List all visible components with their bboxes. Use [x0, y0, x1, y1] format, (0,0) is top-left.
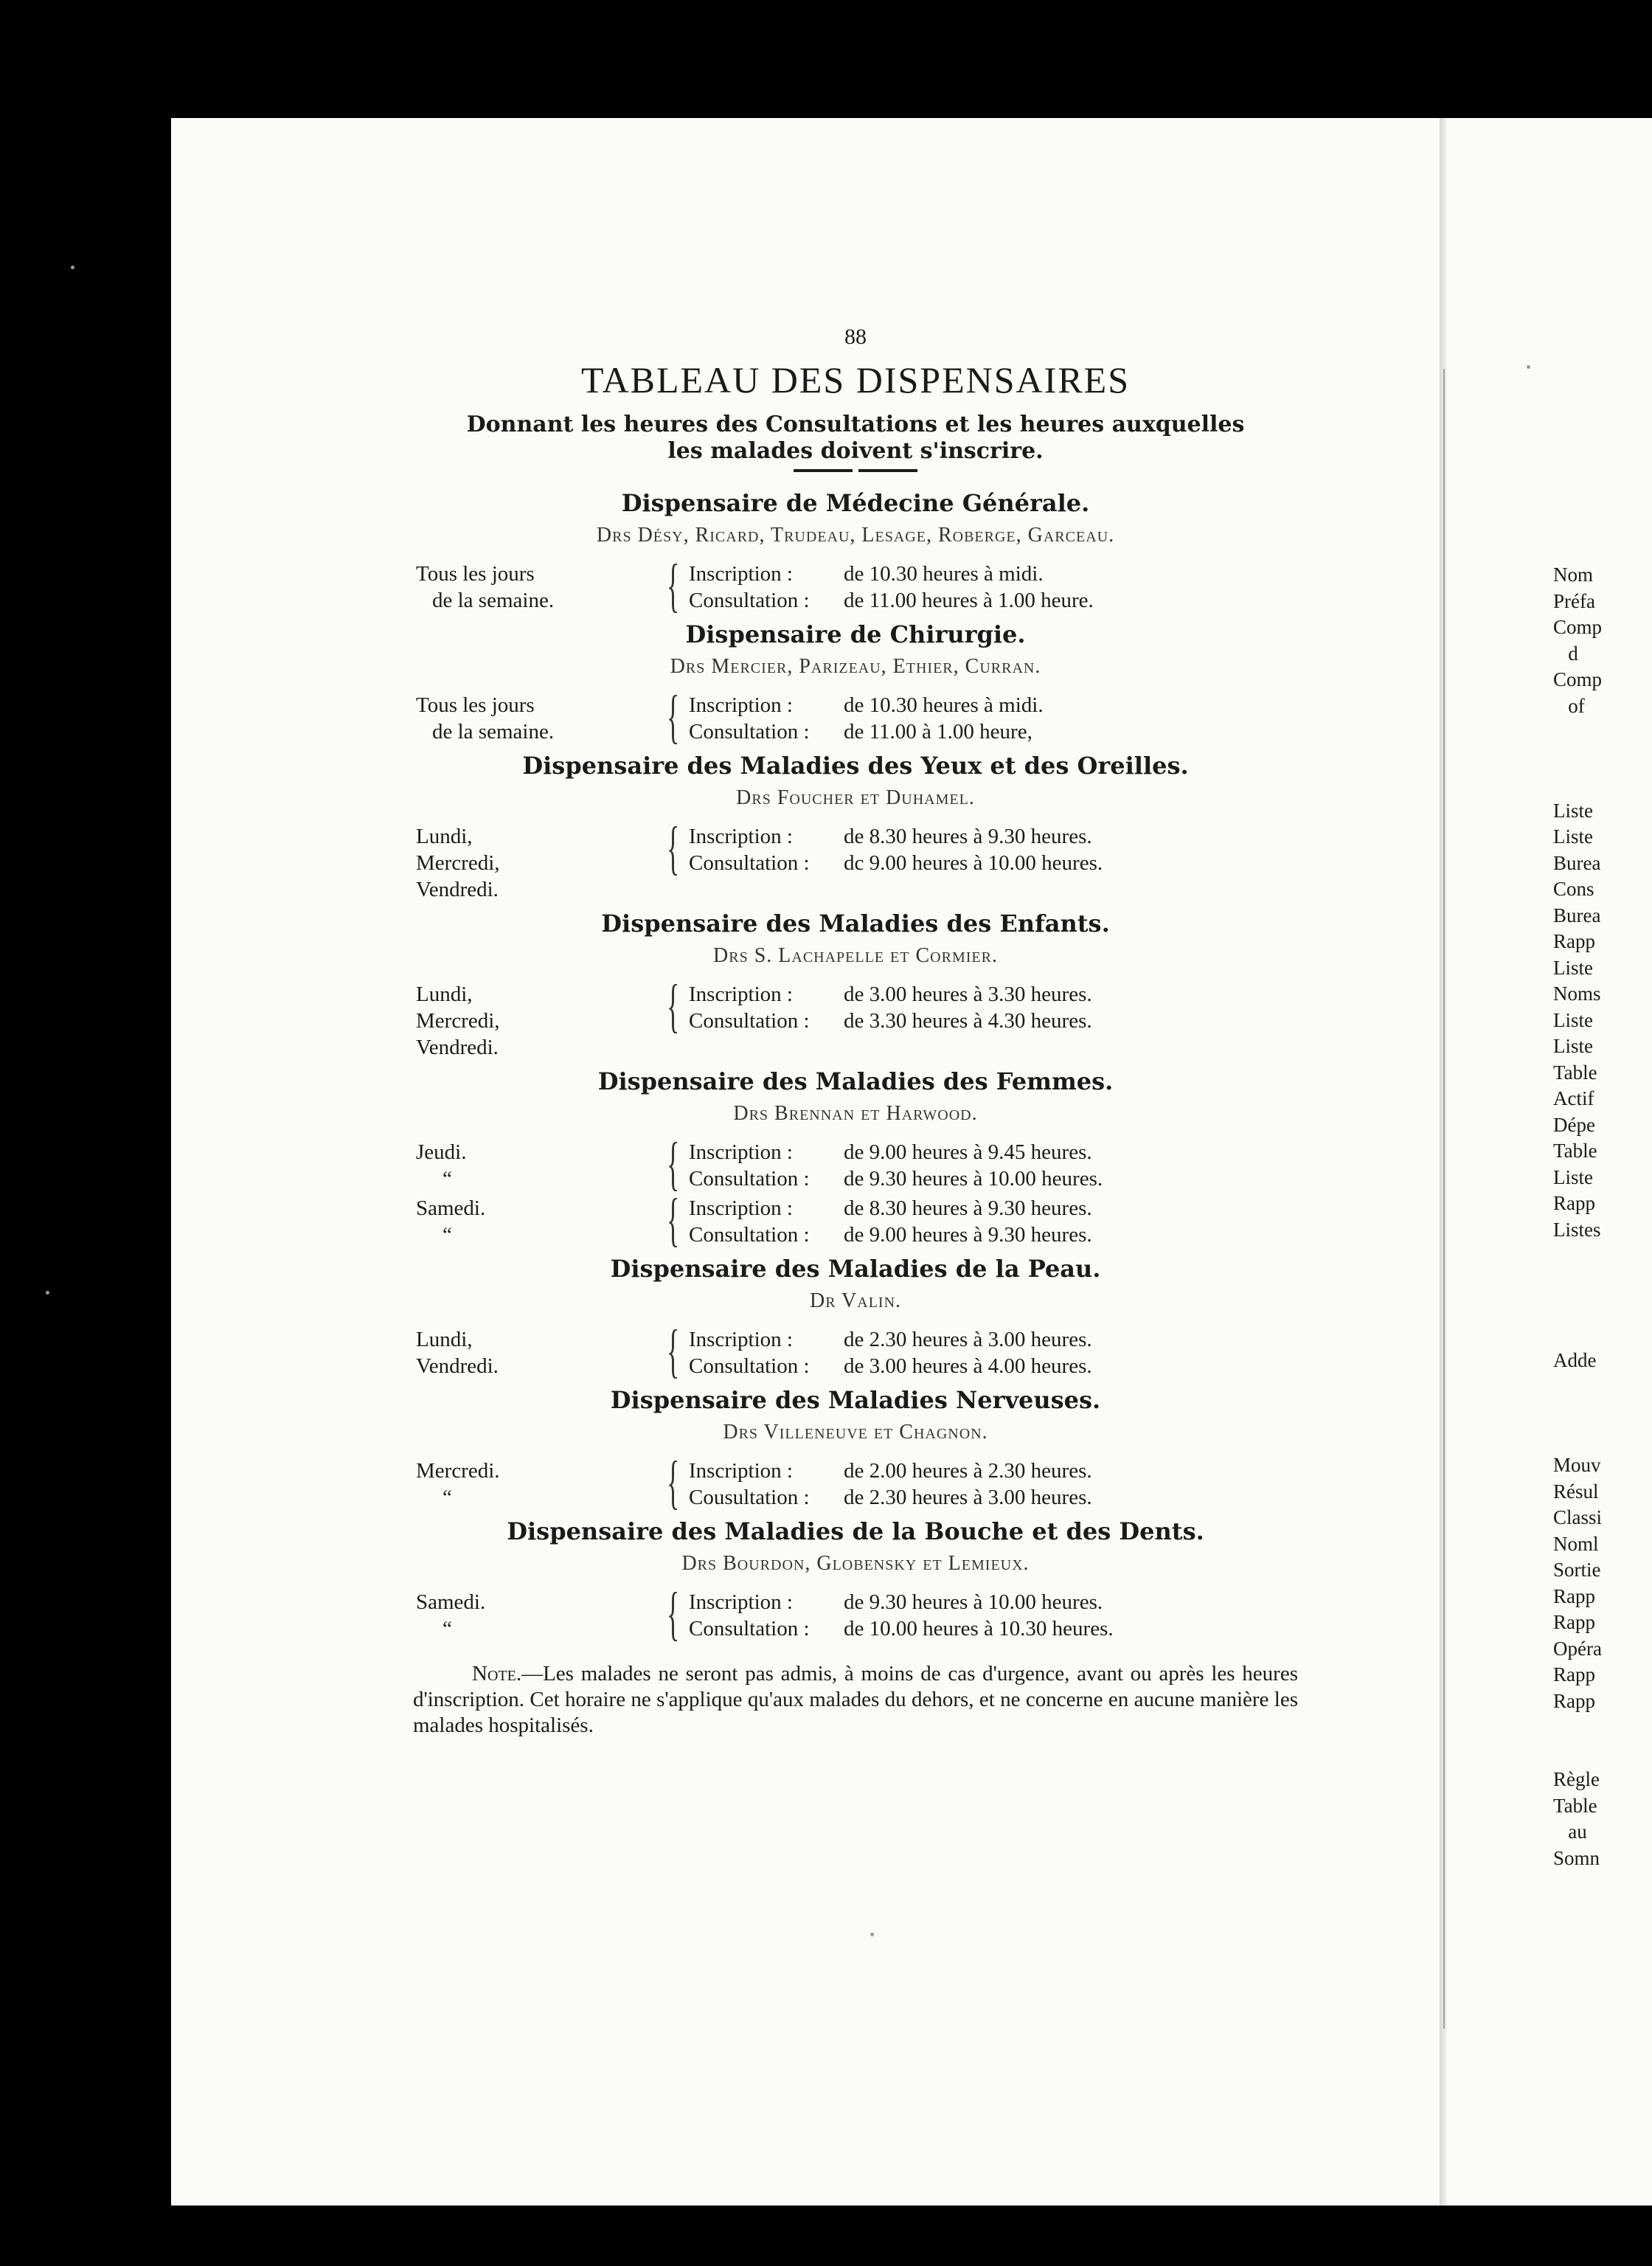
toc-fragment: Règle [1553, 1768, 1600, 1790]
right-page [1447, 118, 1652, 2206]
dispensary-doctors: Dr Valin. [809, 1289, 902, 1312]
schedule-times [689, 823, 1103, 876]
toc-fragment [1553, 1269, 1602, 1296]
schedule-entry [413, 1132, 1298, 1196]
toc-fragment: Préfa [1553, 589, 1595, 612]
schedule-entry [413, 974, 1298, 1061]
schedule-days [413, 1458, 667, 1511]
toc-fragment [1553, 719, 1602, 746]
toc-fragment: Noms [1553, 983, 1601, 1005]
toc-fragment: Rapp [1553, 1663, 1595, 1685]
time-label: Inscription : [689, 825, 793, 848]
title-rule [413, 469, 1298, 472]
toc-fragment [1553, 1374, 1602, 1401]
toc-fragment: of [1553, 694, 1585, 717]
brace-glyph: { [667, 553, 680, 618]
time-row [689, 1458, 1092, 1484]
schedule-day: Samedi. [416, 1196, 486, 1220]
toc-fragment: Table [1553, 1061, 1597, 1084]
toc-fragment: Rapp [1553, 1611, 1595, 1633]
time-label: Consultation : [689, 1617, 810, 1640]
time-label: Consultation : [689, 1167, 810, 1191]
brace-glyph: { [667, 1319, 680, 1384]
schedule-entry [413, 816, 1298, 903]
time-value: de 9.30 heures à 10.00 heures. [844, 1590, 1103, 1614]
toc-fragment: Rapp [1553, 930, 1595, 952]
time-value: de 2.30 heures à 3.00 heures. [844, 1486, 1092, 1509]
time-label: Consultation : [689, 589, 810, 612]
schedule-entry [413, 1581, 1298, 1646]
time-value: de 3.30 heures à 4.30 heures. [844, 1009, 1092, 1033]
footnote-text: —Les malades ne seront pas admis, à moins de cas d'urgence, avant ou après les heures d'inscription. Cet horaire ne s'applique qu'aux malades du dehors, et ne concerne en aucune manière les malades hospitalisés. [413, 1662, 1298, 1737]
dispensary-block [413, 909, 1298, 1061]
toc-fragment [1553, 1243, 1602, 1269]
dispensary-block [413, 488, 1298, 618]
toc-fragment [1553, 1741, 1602, 1767]
toc-fragment [1553, 746, 1602, 772]
time-value: de 10.30 heures à midi. [844, 693, 1044, 717]
toc-fragment: Mouv [1553, 1454, 1601, 1476]
toc-fragment: Liste [1553, 1008, 1593, 1031]
page-title: TABLEAU DES DISPENSAIRES [580, 359, 1131, 401]
toc-fragment: Liste [1553, 1165, 1593, 1188]
toc-fragment: Listes [1553, 1218, 1601, 1241]
time-label: Cousultation : [689, 1486, 810, 1509]
schedule-entry [413, 685, 1298, 749]
schedule-times [689, 1458, 1092, 1511]
toc-fragment [1553, 1322, 1602, 1348]
schedule-times [689, 561, 1094, 614]
toc-fragment: Dépe [1553, 1113, 1595, 1136]
schedule-entry [413, 1188, 1298, 1252]
brace-glyph: { [667, 1188, 680, 1252]
toc-fragment: Liste [1553, 825, 1593, 848]
time-label: Consultation : [689, 851, 810, 875]
time-label: Consultation : [689, 1009, 810, 1033]
subtitle-line-2: les malades doivent s'inscrire. [667, 438, 1044, 464]
schedule-day: Tous les jours [416, 562, 535, 586]
time-row [689, 718, 1044, 745]
schedule-days [413, 1589, 667, 1642]
time-row [689, 1615, 1114, 1642]
dispensary-name: Dispensaire des Maladies des Enfants. [601, 909, 1110, 938]
time-row [689, 1195, 1092, 1222]
toc-fragment: Classi [1553, 1506, 1603, 1528]
time-row [689, 1008, 1092, 1034]
right-page-toc-fragments [1553, 562, 1602, 1871]
time-row [689, 1484, 1092, 1511]
dispensary-block [413, 1254, 1298, 1384]
footnote-label: Note. [472, 1662, 522, 1685]
dispensary-list [413, 488, 1298, 1646]
toc-fragment: Liste [1553, 799, 1593, 822]
toc-fragment: Comp [1553, 668, 1603, 690]
toc-fragment [1553, 1295, 1602, 1322]
dispensary-block [413, 1385, 1298, 1515]
time-row [689, 561, 1094, 587]
dispensary-doctors: Drs Villeneuve et Chagnon. [723, 1421, 988, 1444]
time-value: de 8.30 heures à 9.30 heures. [844, 825, 1092, 848]
schedule-day: Mercredi, [416, 1009, 500, 1033]
subtitle-line-1: Donnant les heures des Consultations et les heures auxquelles [466, 412, 1245, 437]
dispensary-name: Dispensaire des Maladies de la Peau. [610, 1255, 1101, 1283]
toc-fragment: Burea [1553, 904, 1601, 926]
dispensary-doctors: Drs Foucher et Duhamel. [736, 786, 975, 809]
schedule-day: Jeudi. [416, 1140, 467, 1164]
schedule-day: Mercredi. [416, 1459, 500, 1483]
schedule-day: Lundi, [416, 825, 473, 848]
footnote [413, 1661, 1298, 1739]
dispensary-table-page [413, 325, 1298, 1739]
time-row [689, 1222, 1092, 1248]
schedule-days [413, 823, 667, 903]
toc-fragment: Table [1553, 1794, 1597, 1817]
brace-glyph: { [667, 1132, 680, 1196]
toc-fragment [1553, 1400, 1602, 1427]
toc-fragment: Noml [1553, 1532, 1599, 1555]
dispensary-block [413, 620, 1298, 749]
toc-fragment: Cons [1553, 878, 1594, 900]
toc-fragment: Liste [1553, 1035, 1593, 1057]
dispensary-doctors: Drs Bourdon, Globensky et Lemieux. [681, 1552, 1030, 1575]
toc-fragment: Liste [1553, 956, 1593, 979]
toc-fragment: au [1553, 1820, 1587, 1843]
time-value: de 11.00 à 1.00 heure, [844, 720, 1032, 744]
time-row [689, 1139, 1103, 1165]
dispensary-doctors: Drs S. Lachapelle et Cormier. [713, 944, 998, 967]
scan-speck [1527, 365, 1530, 369]
dispensary-name: Dispensaire des Maladies de la Bouche et des Dents. [507, 1517, 1204, 1545]
time-value: de 9.00 heures à 9.30 heures. [844, 1223, 1092, 1247]
time-row [689, 1353, 1092, 1379]
dispensary-doctors: Drs Désy, Ricard, Trudeau, Lesage, Roberge, Garceau. [596, 524, 1115, 547]
time-value: dc 9.00 heures à 10.00 heures. [844, 851, 1103, 875]
toc-fragment: Rapp [1553, 1192, 1595, 1214]
brace-glyph: { [667, 974, 680, 1039]
dispensary-name: Dispensaire des Maladies des Femmes. [597, 1067, 1114, 1095]
schedule-days [413, 1139, 667, 1192]
time-row [689, 1326, 1092, 1353]
time-label: Inscription : [689, 983, 793, 1006]
schedule-day: Vendredi. [416, 1036, 499, 1059]
time-value: de 11.00 heures à 1.00 heure. [844, 589, 1094, 612]
schedule-day: “ [442, 1167, 452, 1191]
brace-glyph: { [667, 816, 680, 881]
toc-fragment: Sortie [1553, 1559, 1601, 1581]
time-label: Inscription : [689, 1196, 793, 1220]
time-value: de 10.00 heures à 10.30 heures. [844, 1617, 1114, 1640]
schedule-day: Lundi, [416, 983, 473, 1006]
time-value: de 3.00 heures à 4.00 heures. [844, 1354, 1092, 1378]
dispensary-block [413, 1067, 1298, 1252]
time-row [689, 850, 1103, 876]
toc-fragment: Actif [1553, 1087, 1594, 1109]
schedule-day: de la semaine. [432, 720, 555, 744]
toc-fragment: Opéra [1553, 1637, 1602, 1660]
dispensary-name: Dispensaire des Maladies des Yeux et des Oreilles. [522, 752, 1189, 780]
time-row [689, 1589, 1114, 1615]
schedule-days [413, 1195, 667, 1248]
time-row [689, 587, 1094, 614]
time-row [689, 1165, 1103, 1192]
time-value: de 8.30 heures à 9.30 heures. [844, 1196, 1092, 1220]
schedule-day: Mercredi, [416, 851, 500, 875]
schedule-entry [413, 1319, 1298, 1384]
time-value: de 10.30 heures à midi. [844, 562, 1044, 586]
scan-speck [71, 266, 74, 269]
time-label: Consultation : [689, 1354, 810, 1378]
time-label: Inscription : [689, 1590, 793, 1614]
schedule-day: Samedi. [416, 1590, 486, 1614]
schedule-day: Lundi, [416, 1328, 473, 1351]
time-label: Inscription : [689, 693, 793, 717]
toc-fragment: Nom [1553, 564, 1593, 586]
toc-fragment: Rapp [1553, 1584, 1595, 1607]
toc-fragment [1553, 1427, 1602, 1453]
toc-fragment: Comp [1553, 616, 1603, 638]
scan-speck [870, 1933, 874, 1936]
toc-fragment: Table [1553, 1140, 1597, 1162]
toc-fragment: Rapp [1553, 1689, 1595, 1712]
schedule-times [689, 981, 1092, 1034]
schedule-days [413, 1326, 667, 1379]
page-number: 88 [844, 325, 867, 349]
schedule-entry [413, 553, 1298, 618]
toc-fragment: Burea [1553, 851, 1601, 874]
time-label: Inscription : [689, 1328, 793, 1351]
brace-glyph: { [667, 685, 680, 749]
time-label: Consultation : [689, 1223, 810, 1247]
scan-speck [46, 1291, 49, 1295]
schedule-times [689, 1195, 1092, 1248]
dispensary-doctors: Drs Mercier, Parizeau, Ethier, Curran. [670, 655, 1041, 678]
schedule-day: “ [442, 1486, 452, 1509]
schedule-day: “ [442, 1617, 452, 1640]
brace-glyph: { [667, 1581, 680, 1646]
time-label: Inscription : [689, 562, 793, 586]
schedule-day: “ [442, 1223, 452, 1247]
toc-fragment: Somn [1553, 1846, 1600, 1869]
schedule-times [689, 1326, 1092, 1379]
schedule-times [689, 1139, 1103, 1192]
schedule-day: Vendredi. [416, 878, 499, 901]
time-value: de 9.00 heures à 9.45 heures. [844, 1140, 1092, 1164]
brace-glyph: { [667, 1450, 680, 1515]
time-label: Inscription : [689, 1459, 793, 1483]
toc-fragment [1553, 1714, 1602, 1741]
time-row [689, 823, 1103, 850]
schedule-day: Vendredi. [416, 1354, 499, 1378]
dispensary-block [413, 751, 1298, 903]
dispensary-block [413, 1517, 1298, 1646]
schedule-times [689, 1589, 1114, 1642]
time-row [689, 981, 1092, 1008]
schedule-days [413, 692, 667, 745]
time-label: Consultation : [689, 720, 810, 744]
time-row [689, 692, 1044, 718]
dispensary-name: Dispensaire de Médecine Générale. [621, 489, 1090, 517]
schedule-day: Tous les jours [416, 693, 535, 717]
toc-fragment: Résul [1553, 1480, 1599, 1503]
schedule-days [413, 981, 667, 1061]
gutter-shadow-line [1443, 369, 1445, 2028]
time-value: de 2.30 heures à 3.00 heures. [844, 1328, 1092, 1351]
dispensary-name: Dispensaire des Maladies Nerveuses. [610, 1386, 1101, 1414]
time-label: Inscription : [689, 1140, 793, 1164]
schedule-days [413, 561, 667, 614]
schedule-day: de la semaine. [432, 589, 555, 612]
time-value: de 2.00 heures à 2.30 heures. [844, 1459, 1092, 1483]
toc-fragment [1553, 772, 1602, 798]
schedule-times [689, 692, 1044, 745]
time-value: de 9.30 heures à 10.00 heures. [844, 1167, 1103, 1191]
dispensary-name: Dispensaire de Chirurgie. [685, 620, 1026, 648]
toc-fragment: d [1553, 642, 1578, 665]
schedule-entry [413, 1450, 1298, 1515]
dispensary-doctors: Drs Brennan et Harwood. [733, 1102, 978, 1125]
time-value: de 3.00 heures à 3.30 heures. [844, 983, 1092, 1006]
toc-fragment: Adde [1553, 1349, 1597, 1371]
